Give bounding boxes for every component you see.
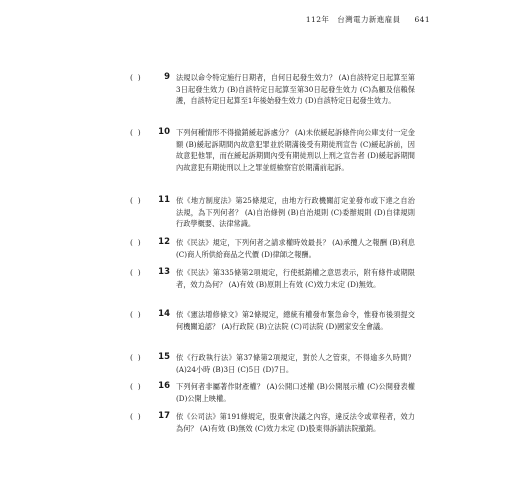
- question-number: 14: [158, 309, 170, 319]
- header-year: 112年: [305, 15, 330, 24]
- header-title: 台灣電力新進雇員: [337, 15, 401, 24]
- question-9: [130, 72, 415, 107]
- question-text: 依《地方制度法》第25條規定，由地方行政機關訂定並發布或下達之自治法規，為下列何者？ (A)自治條例 (B)自治規則 (C)委辦規則 (D)自律規則行政學概要、法律常識。: [176, 196, 415, 228]
- question-text: 依《行政執行法》第37條第2項規定，對於人之管束，不得逾多久時間？ (A)24小時 (B)3日 (C)5日 (D)7日。: [176, 353, 415, 374]
- question-13: [130, 267, 415, 290]
- answer-blank: ( ): [130, 310, 141, 319]
- question-14: [130, 309, 415, 332]
- answer-blank: ( ): [130, 382, 141, 391]
- question-number: 12: [158, 237, 170, 247]
- answer-blank: ( ): [130, 196, 141, 205]
- question-number: 11: [158, 195, 170, 205]
- question-text: 依《公司法》第191條規定，股東會決議之內容，違反法令或章程者，效力為何？ (A)有效 (B)無效 (C)效力未定 (D)股東得訴請法院撤銷。: [176, 412, 415, 433]
- question-number: 13: [158, 267, 170, 277]
- question-text: 依《民法》第335條第2項規定，行使抵銷權之意思表示，附有條件或期限者，效力為何？ (A)有效 (B)原則上有效 (C)效力未定 (D)無效。: [176, 268, 415, 289]
- question-number: 9: [164, 72, 170, 82]
- question-number: 16: [158, 381, 170, 391]
- question-10: [130, 127, 415, 173]
- question-text: 依《民法》規定，下列何者之請求權時效最長？ (A)承攬人之報酬 (B)利息 (C)商人所供給商品之代價 (D)律師之報酬。: [176, 238, 415, 259]
- answer-blank: ( ): [130, 353, 141, 362]
- question-12: [130, 237, 415, 260]
- answer-blank: ( ): [130, 412, 141, 421]
- page-number: 641: [414, 15, 430, 24]
- question-number: 17: [158, 411, 170, 421]
- page-header: [306, 14, 430, 25]
- answer-blank: ( ): [130, 73, 141, 82]
- answer-blank: ( ): [130, 268, 141, 277]
- question-16: [130, 381, 415, 404]
- question-text: 下列何者非屬著作財產權？ (A)公開口述權 (B)公開展示權 (C)公開發表權 (D)公開上映權。: [176, 382, 415, 403]
- answer-blank: ( ): [130, 238, 141, 247]
- question-11: [130, 195, 415, 230]
- answer-blank: ( ): [130, 128, 141, 137]
- question-15: [130, 352, 415, 375]
- question-number: 15: [158, 352, 170, 362]
- question-17: [130, 411, 415, 434]
- question-text: 法規以命令特定施行日期者，自何日起發生效力？ (A)自該特定日起算至第3日起發生效力 (B)自該特定日起算至第30日起發生效力 (C)為顧及信賴保護，自該特定日起算至1年後始發生效力 (D)自該特定日起發生效力。: [176, 73, 415, 105]
- question-text: 依《憲法增修條文》第2條規定，總統有權發布緊急命令，惟發布後須提交何機關追認？ (A)行政院 (B)立法院 (C)司法院 (D)國家安全會議。: [176, 310, 415, 331]
- question-number: 10: [158, 127, 170, 137]
- question-text: 下列何種情形不得撤銷緩起訴處分？ (A)未依緩起訴條件向公庫支付一定金額 (B)緩起訴期間內故意犯罪並於期滿後受有期徒刑宣告 (C)緩起訴前，因故意犯他罪，而在緩起訴期間內受有期徒刑以上刑之宣告者 (D)緩起訴期間內故意犯有期徒刑以上之罪並經檢察官於期滿前起訴。: [176, 128, 415, 172]
